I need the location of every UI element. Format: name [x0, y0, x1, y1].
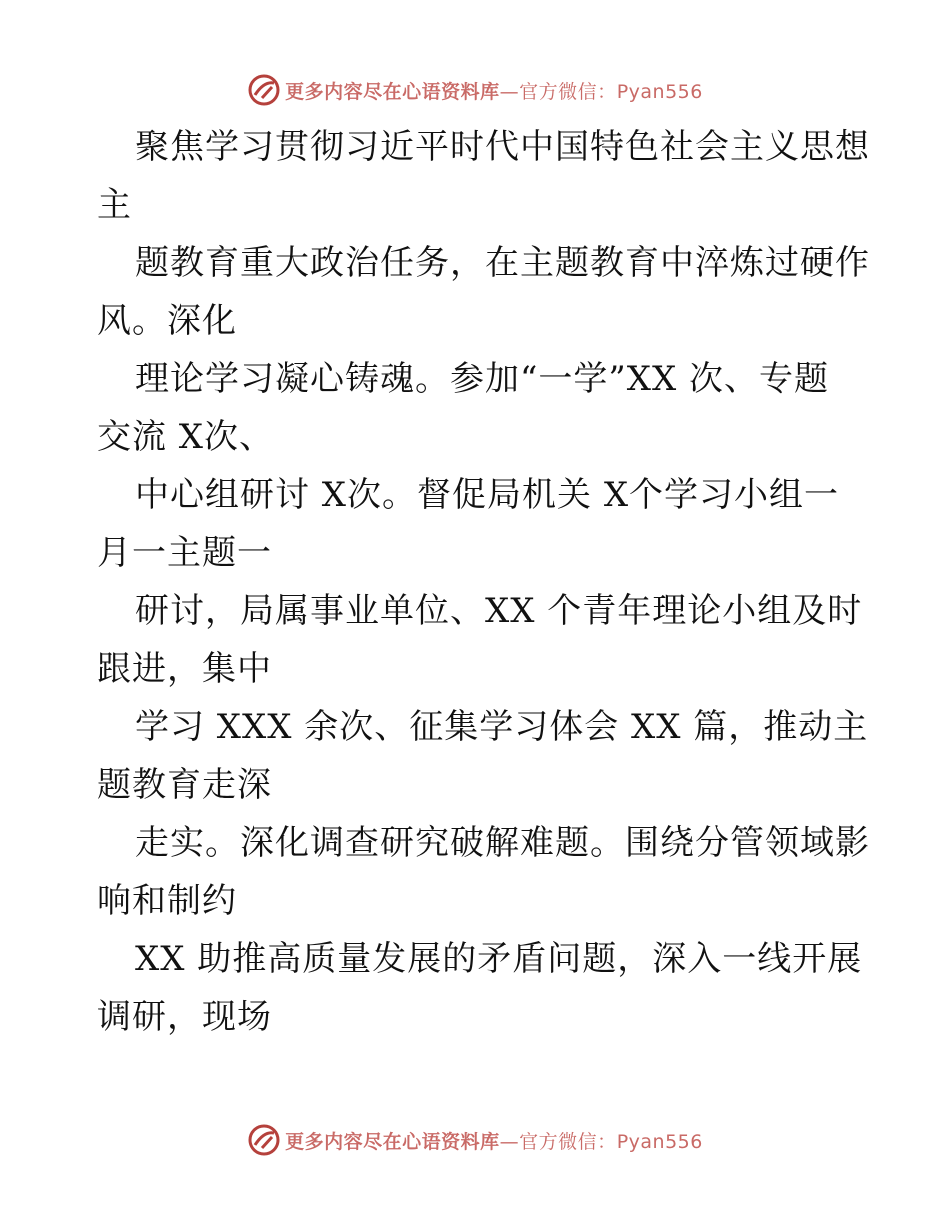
footer-watermark: [0, 1120, 950, 1160]
watermark-brand: 更多内容尽在心语资料库: [285, 80, 500, 103]
watermark-text: [285, 1127, 703, 1154]
watermark-official: 官方微信：: [519, 1130, 617, 1153]
logo-icon: [247, 73, 281, 107]
text-line: 风。深化: [97, 301, 237, 341]
text-line: 跟进，集中: [97, 649, 272, 689]
text-line: 主: [97, 185, 132, 225]
text-line: 中心组研讨 X次。督促局机关 X个学习小组一: [135, 475, 840, 515]
watermark-brand: 更多内容尽在心语资料库: [285, 1130, 500, 1153]
watermark-official: 官方微信：: [519, 80, 617, 103]
document-body: [97, 118, 870, 1046]
text-line: 月一主题一: [97, 533, 272, 573]
watermark-text: [285, 77, 703, 104]
watermark-wechat-id: Pyan556: [616, 1130, 703, 1153]
text-line: 交流 X次、: [97, 417, 275, 457]
logo-icon: [247, 1123, 281, 1157]
text-line: 题教育走深: [97, 765, 272, 805]
text-line: 响和制约: [97, 881, 237, 921]
header-watermark: [0, 70, 950, 110]
text-line: 聚焦学习贯彻习近平时代中国特色社会主义思想: [135, 127, 870, 167]
watermark-separator: —: [499, 1130, 520, 1153]
text-line: 学习 XXX 余次、征集学习体会 XX 篇，推动主: [135, 707, 869, 747]
text-line: 研讨，局属事业单位、XX 个青年理论小组及时: [135, 591, 863, 631]
text-line: 走实。深化调查研究破解难题。围绕分管领域影: [135, 823, 870, 863]
watermark-wechat-id: Pyan556: [616, 80, 703, 103]
text-line: 理论学习凝心铸魂。参加“一学”XX 次、专题: [135, 359, 829, 399]
text-line: 题教育重大政治任务，在主题教育中淬炼过硬作: [135, 243, 870, 283]
text-line: 调研，现场: [97, 997, 272, 1037]
text-line: XX 助推高质量发展的矛盾问题，深入一线开展: [135, 939, 863, 979]
watermark-separator: —: [499, 80, 520, 103]
